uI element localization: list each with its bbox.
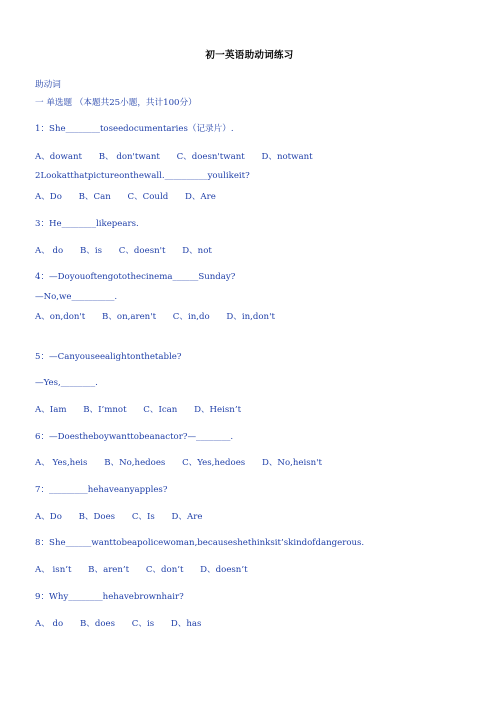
question-5-options xyxy=(35,405,255,416)
option-a: A、Iam xyxy=(35,405,67,415)
option-b: B、 don'twant xyxy=(98,152,160,162)
option-c: C、Yes,hedoes xyxy=(182,458,246,468)
question-5-stem: 5：—Canyouseealightonthetable? xyxy=(35,352,182,362)
option-d: D、has xyxy=(170,619,202,629)
question-4-options xyxy=(35,312,289,323)
option-d: D、in,don't xyxy=(226,312,275,322)
question-9-options xyxy=(35,619,215,630)
option-b: B、on,aren't xyxy=(102,312,157,322)
question-4-stem: 4：—Doyouoftengotothecinema______Sunday? xyxy=(35,272,236,282)
option-d: D、No,heisn't xyxy=(261,458,322,468)
question-3-options xyxy=(35,246,226,257)
option-d: D、Are xyxy=(184,192,216,202)
option-b: B、Can xyxy=(78,192,111,202)
option-a: A、Do xyxy=(35,512,62,522)
instructions: 一 单选题 （本题共25小题，共计100分） xyxy=(35,98,197,108)
option-d: D、doesn’t xyxy=(200,565,248,575)
option-c: C、doesn'twant xyxy=(176,152,245,162)
option-b: B、does xyxy=(79,619,116,629)
option-d: D、notwant xyxy=(261,152,313,162)
option-a: A、 do xyxy=(35,246,64,256)
option-b: B、aren’t xyxy=(88,565,130,575)
option-c: C、doesn't xyxy=(118,246,166,256)
document-title: 初一英语助动词练习 xyxy=(205,50,294,61)
option-a: A、 do xyxy=(35,619,64,629)
question-7-stem: 7：_________hehaveanyapples? xyxy=(35,485,168,495)
option-a: A、Do xyxy=(35,192,62,202)
question-8-options xyxy=(35,565,262,576)
option-d: D、Are xyxy=(171,512,203,522)
section-heading: 助动词 xyxy=(35,80,61,90)
question-8-stem: 8：She______wanttobeapolicewoman,becauseshethinksit’skindofdangerous. xyxy=(35,538,365,548)
question-4-answer-line: —No,we__________. xyxy=(35,292,118,302)
option-c: C、don’t xyxy=(145,565,184,575)
question-1-stem: 1：She________toseedocumentaries（记录片）. xyxy=(35,124,234,134)
option-c: C、is xyxy=(131,619,155,629)
option-c: C、Is xyxy=(131,512,155,522)
option-a: A、 isn’t xyxy=(35,565,72,575)
question-6-stem: 6：—Doestheboywanttobeanactor?—________. xyxy=(35,432,234,442)
option-a: A、dowant xyxy=(35,152,82,162)
option-c: C、Ican xyxy=(143,405,178,415)
question-9-stem: 9：Why________hehavebrownhair? xyxy=(35,592,184,602)
option-c: C、in,do xyxy=(172,312,210,322)
option-d: D、Heisn’t xyxy=(194,405,242,415)
question-5-answer-line: —Yes,________. xyxy=(35,378,98,388)
option-d: D、not xyxy=(182,246,212,256)
option-b: B、is xyxy=(79,246,103,256)
option-b: B、Does xyxy=(78,512,116,522)
option-b: B、I’mnot xyxy=(83,405,127,415)
option-a: A、 Yes,heis xyxy=(35,458,88,468)
option-a: A、on,don't xyxy=(35,312,86,322)
option-b: B、No,hedoes xyxy=(104,458,166,468)
question-2-options xyxy=(35,192,230,203)
question-7-options xyxy=(35,512,216,523)
question-2-stem: 2Lookatthatpictureonthewall.__________youlikeit? xyxy=(35,171,250,181)
question-1-options xyxy=(35,152,327,163)
question-3-stem: 3：He________likepears. xyxy=(35,219,139,229)
question-6-options xyxy=(35,458,336,469)
option-c: C、Could xyxy=(127,192,169,202)
